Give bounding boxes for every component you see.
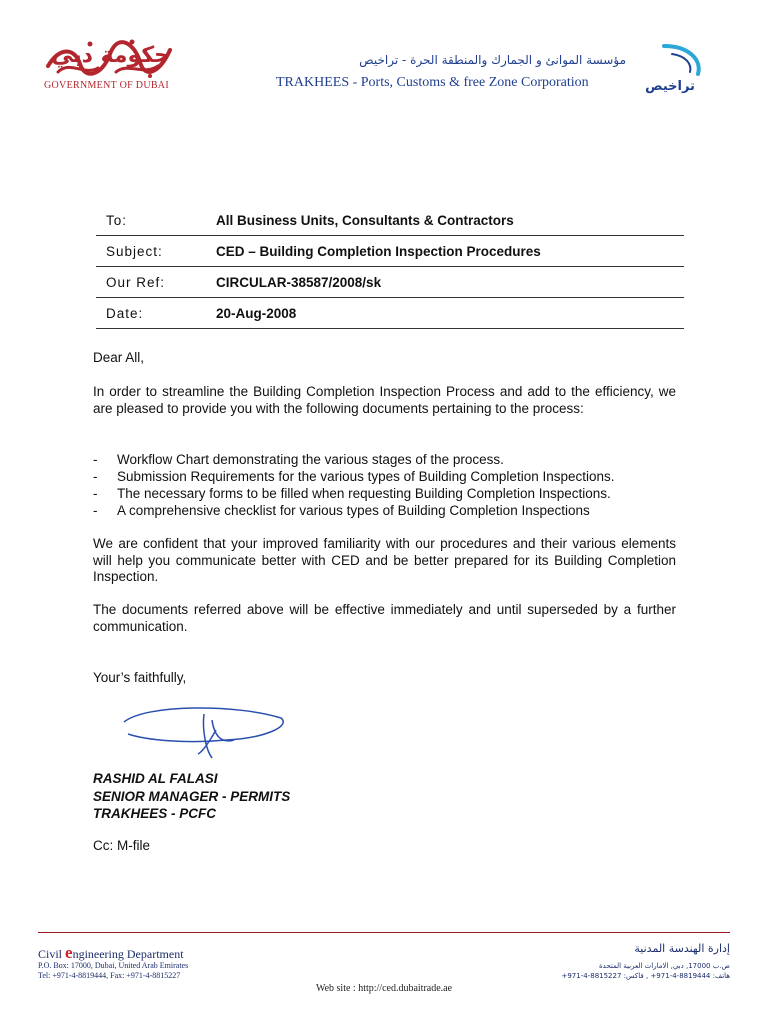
ced-arabic-address-block [560,961,730,981]
trakhees-english-name: TRAKHEES - Ports, Customs & free Zone Corporation [276,75,589,90]
government-of-dubai-logo [40,36,175,80]
trakhees-arabic-name: مؤسسة الموانئ و الجمارك والمنطقة الحرة - تراخيص [359,53,626,67]
ced-address: P.O. Box: 17000, Dubai, United Arab Emirates [38,961,189,970]
memo-label: Our Ref: [106,274,166,290]
paragraph-effective: The documents referred above will be effective immediately and until superseded by a further communication. [93,602,676,634]
ced-arabic-name: إدارة الهندسة المدنية [634,942,730,955]
handwritten-signature [116,700,296,760]
list-item: - Workflow Chart demonstrating the various stages of the process. [93,452,504,467]
trakhees-logo-text: تراخيص [645,79,695,94]
cc-line: Cc: M-file [93,838,150,853]
list-item-text: Submission Requirements for the various types of Building Completion Inspections. [117,469,615,484]
signer-block [93,770,290,823]
trakhees-logo [634,40,704,100]
ced-arabic-address: ص.ب 17000, دبي, الامارات العربية المتحدة [598,962,730,970]
memo-row-date [96,298,684,329]
list-item: - Submission Requirements for the various types of Building Completion Inspections. [93,469,615,484]
paragraph-confidence: We are confident that your improved familiarity with our procedures and their various elements will help you communicate better with CED and be better prepared for its Building Completion Inspection. [93,536,676,584]
dept-prefix: Civil [38,947,66,961]
memo-value: All Business Units, Consultants & Contractors [216,212,514,228]
memo-value: CED – Building Completion Inspection Procedures [216,243,541,259]
gov-arabic-text: حكومة دبي [51,43,170,68]
list-item-text: Workflow Chart demonstrating the various stages of the process. [117,452,504,467]
dept-e-letter: e [65,943,73,962]
memo-row-ref [96,267,684,298]
memo-label: To: [106,212,128,228]
list-item-text: The necessary forms to be filled when requesting Building Completion Inspections. [117,486,611,501]
memo-value: 20-Aug-2008 [216,305,297,321]
website-link[interactable]: Web site : http://ced.dubaitrade.ae [315,983,453,994]
ced-department-name [38,943,184,963]
memo-header-table [96,205,684,329]
signer-name: RASHID AL FALASI [93,771,218,786]
closing: Your’s faithfully, [93,670,187,685]
greeting: Dear All, [93,350,145,365]
memo-label: Subject: [106,243,163,259]
signer-org: TRAKHEES - PCFC [93,806,217,821]
ced-arabic-phone: هاتف: 8819444-4-971+ , فاكس: 8815227-4-971+ [561,972,730,980]
memo-row-subject [96,236,684,267]
document-list [93,451,676,519]
list-item: - A comprehensive checklist for various types of Building Completion Inspections [93,503,590,518]
ced-phone: Tel: +971-4-8819444, Fax: +971-4-8815227 [38,971,181,980]
signer-title: SENIOR MANAGER - PERMITS [93,788,291,804]
list-item-text: A comprehensive checklist for various types of Building Completion Inspections [117,503,590,518]
gov-english-name: GOVERNMENT OF DUBAI [44,80,169,91]
dept-rest: ngineering Department [72,947,184,961]
list-item: - The necessary forms to be filled when requesting Building Completion Inspections. [93,486,611,501]
ced-address-block [38,961,188,981]
memo-value: CIRCULAR-38587/2008/sk [216,274,382,290]
memo-row-to [96,205,684,236]
footer-divider [38,932,730,933]
paragraph-intro: In order to streamline the Building Completion Inspection Process and add to the efficiency, we are pleased to provide you with the following documents pertaining to the process: [93,384,676,416]
memo-label: Date: [106,305,144,321]
